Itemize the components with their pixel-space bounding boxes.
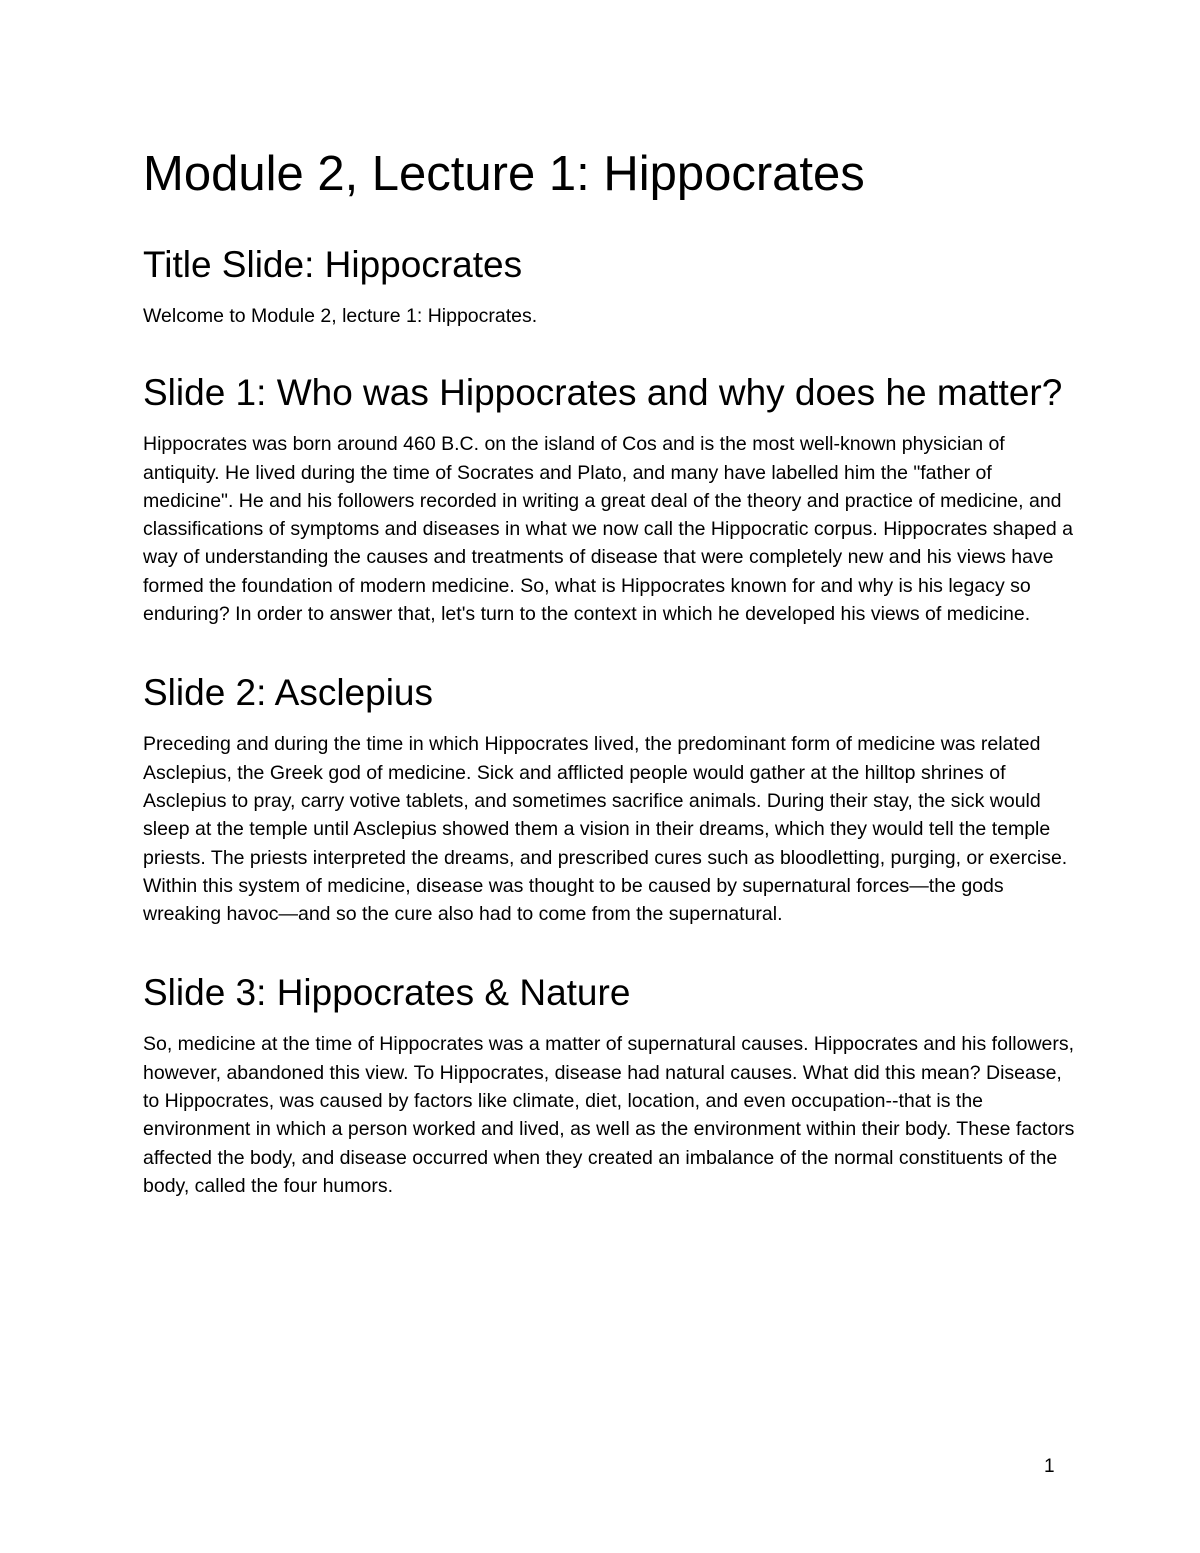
section-paragraph: Preceding and during the time in which Hippocrates lived, the predominant form of medicine was related Asclepius, the Greek god of medicine. Sick and afflicted people would gather at the hilltop shrines of Asclepius to pray, carry votive tablets, and sometimes sacrifice animals. During their stay, the sick would sleep at the temple until Asclepius showed them a vision in their dreams, which they would tell the temple priests. The priests interpreted the dreams, and prescribed cures such as bloodletting, purging, or exercise. Within this system of medicine, disease was thought to be caused by supernatural forces—the gods wreaking havoc—and so the cure also had to come from the supernatural. <box>143 733 1068 926</box>
document-title: Module 2, Lecture 1: Hippocrates <box>143 147 865 201</box>
section-slide-2 <box>143 670 1078 928</box>
section-title-slide <box>143 242 1078 330</box>
page-number: 1 <box>1044 1456 1055 1477</box>
section-slide-1 <box>143 370 1078 628</box>
section-heading: Slide 3: Hippocrates & Nature <box>143 972 631 1014</box>
section-heading: Title Slide: Hippocrates <box>143 244 523 285</box>
document-content <box>143 138 1078 1242</box>
section-slide-3 <box>143 970 1078 1200</box>
section-heading: Slide 1: Who was Hippocrates and why does he matter? <box>143 372 1063 414</box>
section-heading: Slide 2: Asclepius <box>143 672 434 714</box>
section-paragraph: Hippocrates was born around 460 B.C. on the island of Cos and is the most well-known physician of antiquity. He lived during the time of Socrates and Plato, and many have labelled him the "father of medicine". He and his followers recorded in writing a great deal of the theory and practice of medicine, and classifications of symptoms and diseases in what we now call the Hippocratic corpus. Hippocrates shaped a way of understanding the causes and treatments of disease that were completely new and his views have formed the foundation of modern medicine. So, what is Hippocrates known for and why is his legacy so enduring? In order to answer that, let's turn to the context in which he developed his views of medicine. <box>143 433 1073 626</box>
section-paragraph: So, medicine at the time of Hippocrates was a matter of supernatural causes. Hippocrates and his followers, however, abandoned this view. To Hippocrates, disease had natural causes. What did this mean? Disease, to Hippocrates, was caused by factors like climate, diet, location, and even occupation--that is the environment in which a person worked and lived, as well as the environment within their body. These factors affected the body, and disease occurred when they created an imbalance of the normal constituents of the body, called the four humors. <box>143 1033 1075 1197</box>
section-paragraph: Welcome to Module 2, lecture 1: Hippocrates. <box>143 305 538 327</box>
